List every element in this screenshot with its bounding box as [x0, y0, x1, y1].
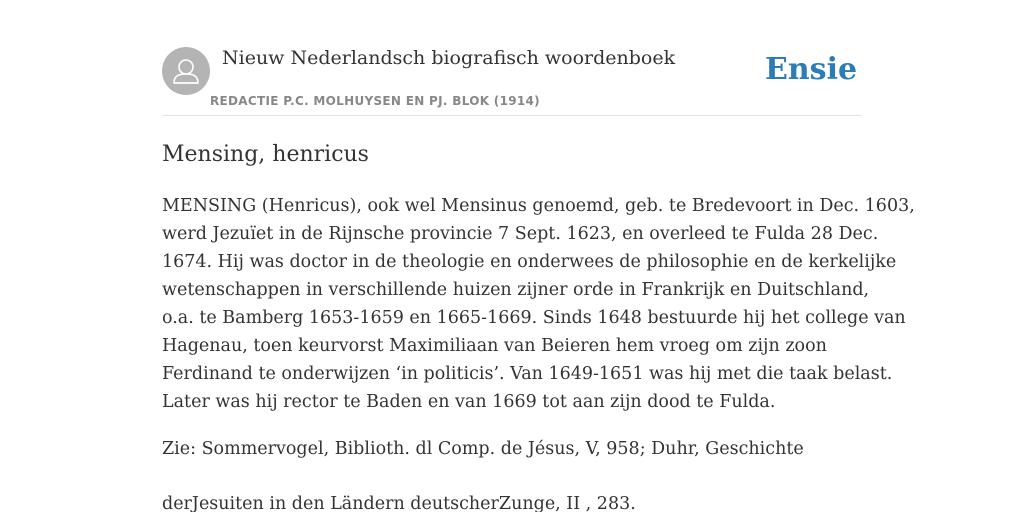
entry-title: Mensing, henricus — [162, 142, 369, 167]
entry-body-line: MENSING (Henricus), ook wel Mensinus genoemd, geb. te Bredevoort in Dec. 1603, — [162, 196, 915, 216]
entry-body-line: Hagenau, toen keurvorst Maximiliaan van Beieren hem vroeg om zijn zoon — [162, 336, 827, 356]
book-title[interactable]: Nieuw Nederlandsch biografisch woordenboek — [222, 47, 676, 69]
book-editors: REDACTIE P.C. MOLHUYSEN EN PJ. BLOK (1914) — [210, 94, 540, 108]
header-divider — [162, 115, 862, 116]
entry-body-line: Later was hij rector te Baden en van 1669 tot aan zijn dood te Fulda. — [162, 392, 776, 412]
entry-sources-line: derJesuiten in den Ländern deutscherZunge, II , 283. — [162, 494, 636, 512]
entry-body-line: wetenschappen in verschillende huizen zijner orde in Frankrijk en Duitschland, — [162, 280, 870, 300]
brand-logo[interactable]: Ensie — [765, 52, 858, 87]
entry-body-line: 1674. Hij was doctor in de theologie en onderwees de philosophie en de kerkelijke — [162, 252, 897, 272]
entry-body-line: werd Jezuïet in de Rijnsche provincie 7 Sept. 1623, en overleed te Fulda 28 Dec. — [162, 224, 879, 244]
entry-body-line: o.a. te Bamberg 1653-1659 en 1665-1669. Sinds 1648 bestuurde hij het college van — [162, 308, 906, 328]
entry-sources-line: Zie: Sommervogel, Biblioth. dl Comp. de Jésus, V, 958; Duhr, Geschichte — [162, 439, 804, 459]
entry-body-line: Ferdinand te onderwijzen ‘in politicis’. Van 1649-1651 was hij met die taak belast. — [162, 364, 893, 384]
user-icon — [162, 47, 210, 95]
